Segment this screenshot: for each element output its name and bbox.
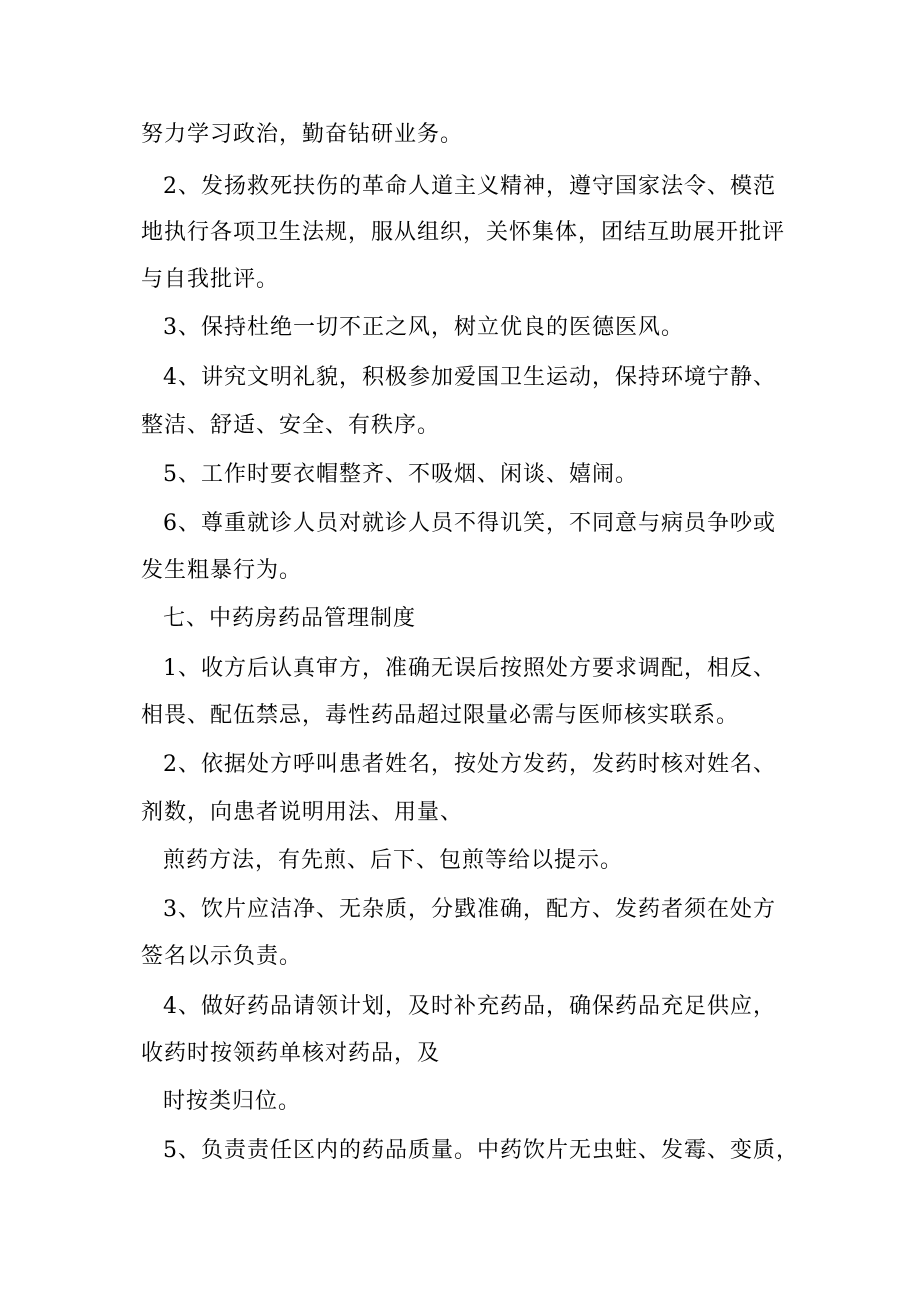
- text-line: 2、依据处方呼叫患者姓名，按处方发药，发药时核对姓名、: [163, 752, 776, 777]
- text-line: 2、发扬救死扶伤的革命人道主义精神，遵守国家法令、模范: [163, 174, 776, 199]
- text-line: 4、做好药品请领计划，及时补充药品，确保药品充足供应，: [163, 994, 776, 1019]
- text-line: 地执行各项卫生法规，服从组织，关怀集体，团结互助展开批评: [141, 220, 786, 245]
- text-line: 6、尊重就诊人员对就诊人员不得讥笑，不同意与病员争吵或: [163, 511, 776, 536]
- text-line: 煎药方法，有先煎、后下、包煎等给以提示。: [163, 848, 624, 873]
- text-line: 收药时按领药单核对药品，及: [141, 1041, 441, 1066]
- text-line: 与自我批评。: [141, 267, 280, 292]
- text-line: 3、保持杜绝一切不正之风，树立优良的医德医风。: [163, 315, 684, 340]
- text-line: 5、工作时要衣帽整齐、不吸烟、闲谈、嬉闹。: [163, 462, 638, 487]
- text-line: 整洁、舒适、安全、有秩序。: [141, 413, 441, 438]
- text-line: 签名以示负责。: [141, 944, 303, 969]
- text-line: 发生粗暴行为。: [141, 558, 303, 583]
- text-line: 相畏、配伍禁忌，毒性药品超过限量必需与医师核实联系。: [141, 703, 740, 728]
- text-line: 时按类归位。: [163, 1089, 302, 1114]
- text-line: 3、饮片应洁净、无杂质，分戥准确，配方、发药者须在处方: [163, 897, 776, 922]
- text-line: 努力学习政治，勤奋钻研业务。: [141, 122, 464, 147]
- text-line: 1、收方后认真审方，准确无误后按照处方要求调配，相反、: [163, 656, 776, 681]
- text-line: 5、负责责任区内的药品质量。中药饮片无虫蛀、发霉、变质，: [163, 1138, 799, 1163]
- text-line: 4、讲究文明礼貌，积极参加爱国卫生运动，保持环境宁静、: [163, 365, 776, 390]
- text-line: 剂数，向患者说明用法、用量、: [141, 800, 464, 825]
- section-heading: 七、中药房药品管理制度: [163, 606, 417, 631]
